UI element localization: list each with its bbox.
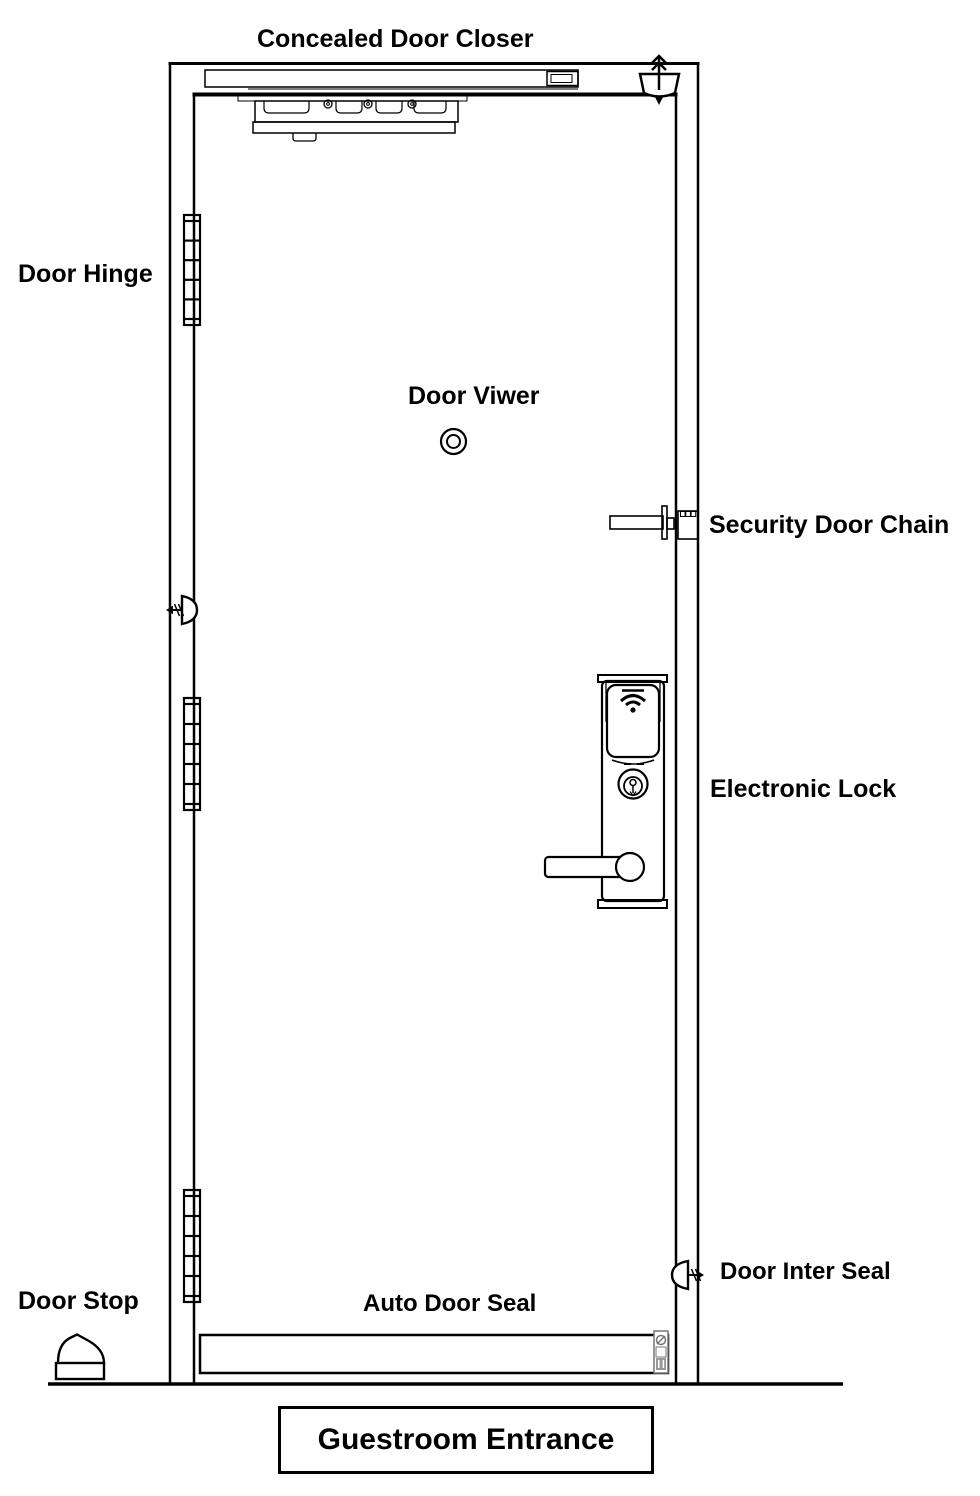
label-door-inter-seal: Door Inter Seal — [720, 1258, 891, 1285]
door-closer-body — [238, 96, 467, 141]
door-hinge-icon — [184, 698, 200, 810]
security-door-chain-drawing — [610, 506, 698, 539]
electronic-lock-drawing — [545, 675, 667, 908]
label-door-viewer: Door Viwer — [408, 382, 540, 410]
label-auto-door-seal: Auto Door Seal — [363, 1290, 537, 1317]
label-security-door-chain: Security Door Chain — [709, 511, 950, 539]
label-door-stop: Door Stop — [18, 1287, 139, 1315]
door-frame — [169, 62, 700, 1384]
diagram-title: Guestroom Entrance — [317, 1423, 615, 1456]
door-hinge-icon — [184, 1190, 200, 1302]
door-stop-icon — [56, 1335, 104, 1380]
door-leaf — [193, 93, 678, 1384]
seal-actuator — [654, 1331, 668, 1373]
label-electronic-lock: Electronic Lock — [710, 775, 897, 803]
door-closer-track — [205, 70, 578, 89]
contactless-icon — [621, 696, 645, 713]
door-viewer-icon — [441, 429, 466, 454]
auto-door-seal-drawing — [200, 1331, 668, 1373]
label-concealed-door-closer: Concealed Door Closer — [257, 25, 534, 53]
label-door-hinge: Door Hinge — [18, 260, 153, 288]
lever-handle — [545, 853, 644, 881]
diagram-title-box — [278, 1406, 654, 1474]
keyhole-icon — [619, 770, 648, 799]
door-hinge-icon — [184, 215, 200, 325]
